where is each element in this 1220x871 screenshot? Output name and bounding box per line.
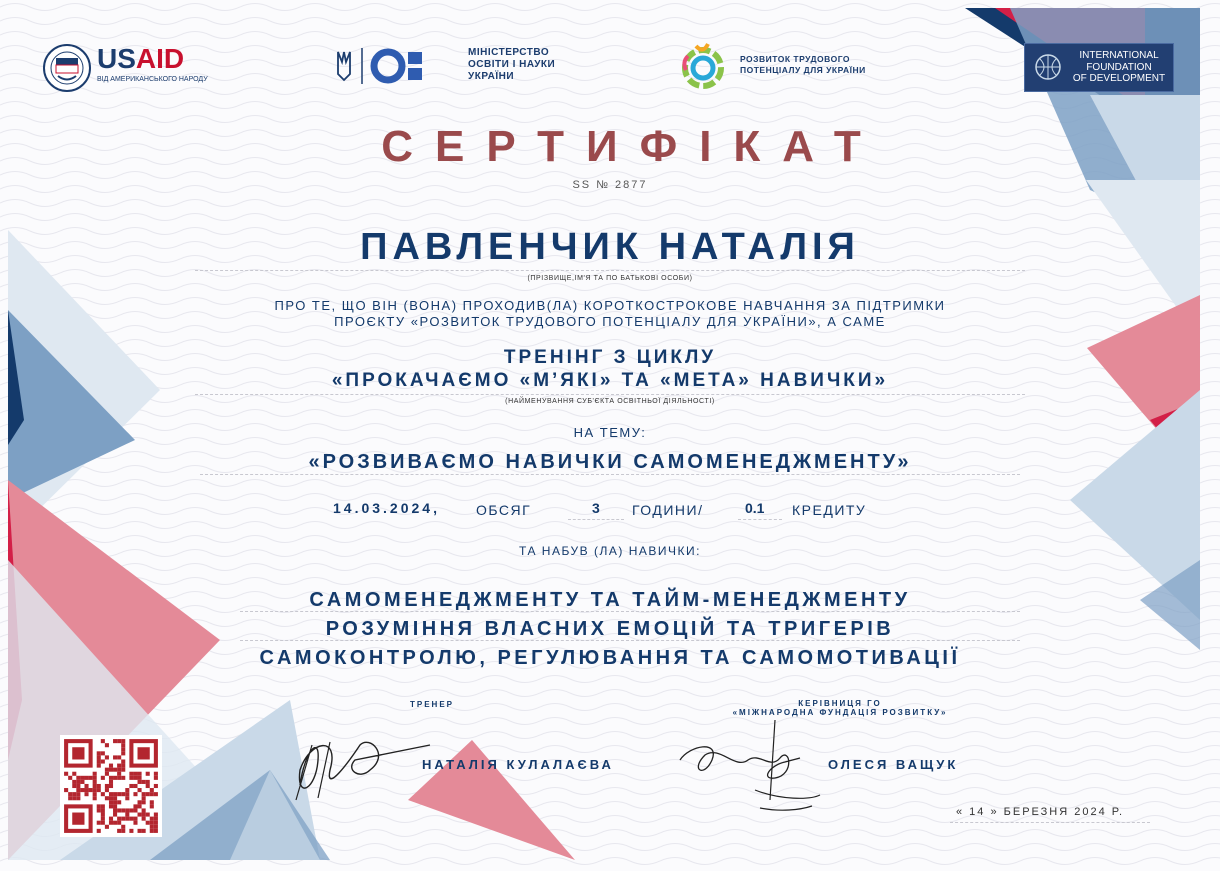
issue-date: « 14 » БЕРЕЗНЯ 2024 Р. [956, 806, 1125, 818]
skill-item: РОЗУМІННЯ ВЛАСНИХ ЕМОЦІЙ ТА ТРИГЕРІВ [325, 618, 895, 640]
credits-value: 0.1 [745, 500, 765, 516]
usaid-wordmark: USAID [97, 43, 185, 74]
project-logo [678, 40, 878, 92]
skills-list [0, 586, 1220, 673]
ifd-line-1: INTERNATIONAL [1079, 50, 1159, 61]
project-name [740, 54, 866, 76]
event-line-1: ТРЕНІНГ З ЦИКЛУ [503, 347, 717, 368]
topic-label: НА ТЕМУ: [573, 425, 647, 440]
head-role [700, 699, 980, 717]
skill-item: САМОМЕНЕДЖМЕНТУ ТА ТАЙМ-МЕНЕДЖМЕНТУ [309, 589, 911, 611]
ministry-line-1: МІНІСТЕРСТВО [468, 47, 550, 58]
event-line-2: «ПРОКАЧАЄМО «М’ЯКІ» ТА «МЕТА» НАВИЧКИ» [331, 370, 889, 391]
ifd-name [1069, 50, 1169, 85]
trainer-name: НАТАЛІЯ КУЛАЛАЄВА [422, 757, 614, 772]
ifd-logo [1024, 43, 1174, 92]
divider [240, 640, 1020, 641]
divider [195, 270, 1025, 271]
gear-icon [678, 40, 728, 92]
ifd-line-2: FOUNDATION [1086, 61, 1152, 73]
description-line-2: ПРОЄКТУ «РОЗВИТОК ТРУДОВОГО ПОТЕНЦІАЛУ ДЛЯ УКРАЇНИ», А САМЕ [334, 314, 886, 329]
description [0, 298, 1220, 330]
skill-item: САМОКОНТРОЛЮ, РЕГУЛЮВАННЯ ТА САМОМОТИВАЦІЇ [259, 647, 961, 669]
trainer-role: ТРЕНЕР [409, 700, 454, 709]
divider [950, 822, 1150, 823]
divider [738, 519, 782, 520]
divider [240, 611, 1020, 612]
usaid-logo [42, 43, 212, 93]
qr-code [60, 735, 162, 837]
divider [195, 394, 1025, 395]
training-date: 14.03.2024, [333, 500, 440, 516]
divider [568, 519, 624, 520]
event-caption: (НАЙМЕНУВАННЯ СУБ'ЄКТА ОСВІТНЬОЇ ДІЯЛЬНОСТІ) [505, 398, 715, 405]
event-name [0, 346, 1220, 392]
ministry-logo [330, 44, 580, 90]
divider [200, 474, 1020, 475]
head-name: ОЛЕСЯ ВАЩУК [828, 757, 959, 772]
usaid-seal-icon [42, 43, 92, 93]
head-role-line-1: КЕРІВНИЦЯ ГО [798, 699, 882, 708]
skills-label: ТА НАБУВ (ЛА) НАВИЧКИ: [519, 544, 701, 558]
project-line-1: РОЗВИТОК ТРУДОВОГО [740, 54, 851, 64]
qr-code-icon [60, 735, 162, 837]
usaid-tagline: ВІД АМЕРИКАНСЬКОГО НАРОДУ [97, 76, 208, 83]
ministry-emblem-icon [330, 44, 430, 88]
credits-label: КРЕДИТУ [792, 502, 867, 518]
hours-label: ГОДИНИ/ [632, 502, 704, 518]
ministry-name [468, 47, 555, 83]
project-line-2: ПОТЕНЦІАЛУ ДЛЯ УКРАЇНИ [740, 65, 866, 75]
certificate-title: СЕРТИФІКАТ [381, 122, 883, 171]
recipient-name: ПАВЛЕНЧИК НАТАЛІЯ [360, 226, 860, 268]
serial-number: SS № 2877 [572, 179, 648, 191]
ifd-line-3: OF DEVELOPMENT [1072, 73, 1166, 84]
ministry-line-3: УКРАЇНИ [468, 71, 515, 82]
hours-value: 3 [592, 500, 600, 516]
globe-icon [1033, 52, 1063, 82]
recipient-caption: (ПРІЗВИЩЕ,ІМ'Я ТА ПО БАТЬКОВІ ОСОБИ) [527, 275, 693, 282]
ministry-line-2: ОСВІТИ І НАУКИ [468, 59, 556, 70]
topic: «РОЗВИВАЄМО НАВИЧКИ САМОМЕНЕДЖМЕНТУ» [308, 451, 912, 473]
head-role-line-2: «МІЖНАРОДНА ФУНДАЦІЯ РОЗВИТКУ» [732, 708, 948, 717]
description-line-1: ПРО ТЕ, ЩО ВІН (ВОНА) ПРОХОДИВ(ЛА) КОРОТКОСТРОКОВЕ НАВЧАННЯ ЗА ПІДТРИМКИ [274, 298, 946, 313]
volume-label: ОБСЯГ [476, 502, 532, 518]
